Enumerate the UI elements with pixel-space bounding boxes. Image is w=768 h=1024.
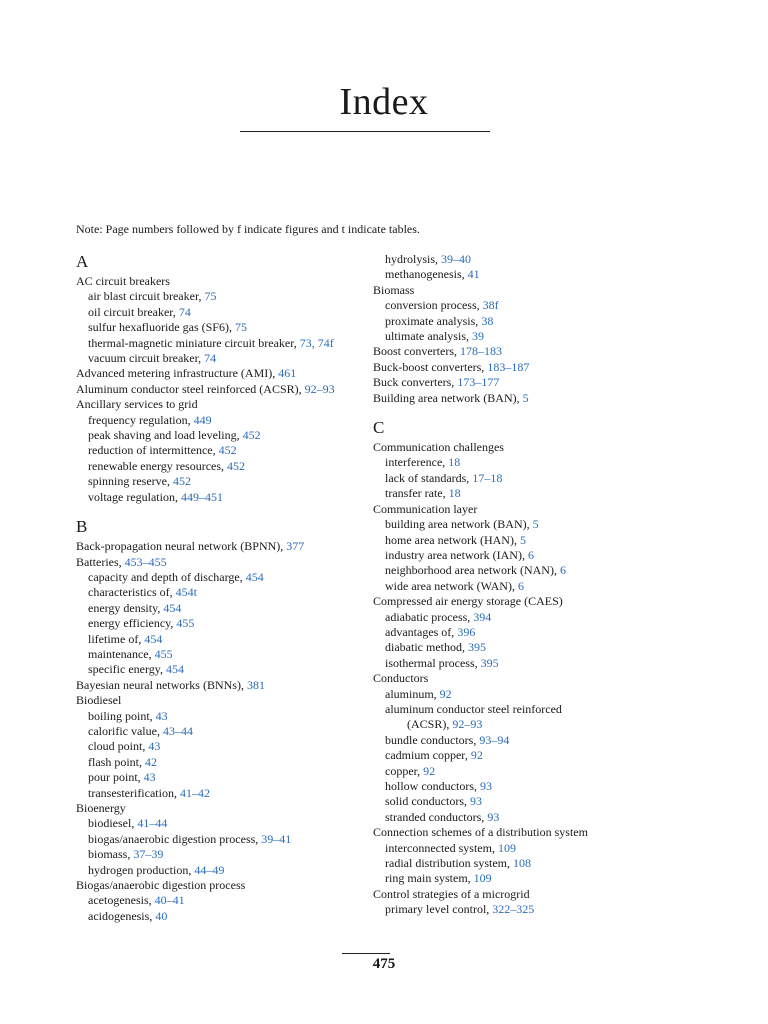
page-reference-link[interactable]: 40 [155,908,168,923]
index-term: Biodiesel [76,693,122,708]
index-entry [373,502,673,517]
index-term: isothermal process, [385,655,481,670]
index-note: Note: Page numbers followed by f indicate figures and t indicate tables. [76,222,420,236]
page-reference-link[interactable]: 452 [172,474,191,489]
page-reference-link[interactable]: 43 [148,739,161,754]
index-subentry [373,810,673,825]
page-reference-link[interactable]: 454 [165,662,184,677]
index-subentry [76,616,366,631]
page-reference-link[interactable]: 461 [278,366,297,381]
index-subentry [373,455,673,470]
page-reference-link[interactable]: 453–455 [124,554,167,569]
index-term: aluminum conductor steel reinforced [385,701,562,716]
index-subentry [76,755,366,770]
index-term: flash point, [88,754,145,769]
index-term: adiabatic process, [385,609,474,624]
page-reference-link[interactable]: 74 [178,304,191,319]
index-term: Buck converters, [373,375,458,390]
index-subentry [76,647,366,662]
index-subentry [76,847,366,862]
index-subentry [76,413,366,428]
index-term: Boost converters, [373,344,460,359]
index-subentry [373,871,673,886]
index-entry [76,693,366,708]
page-reference-link[interactable]: 108 [513,856,531,871]
index-subentry [76,909,366,924]
index-subentry [373,702,673,717]
index-term: Compressed air energy storage (CAES) [373,594,563,609]
index-entry [76,397,366,412]
page-reference-link[interactable]: 449 [193,412,212,427]
index-term: hydrogen production, [88,862,195,877]
index-term: cloud point, [88,739,149,754]
page-reference-link[interactable]: 41 [467,267,480,282]
index-term: Back-propagation neural network (BPNN), [76,539,287,554]
page-reference-link[interactable]: 381 [246,677,265,692]
index-term: Bioenergy [76,801,126,815]
index-term: industry area network (IAN), [385,547,528,562]
page-reference-link[interactable]: 41–44 [137,816,168,831]
page-reference-link[interactable]: 173–177 [457,375,500,390]
index-subentry [76,570,366,585]
index-term: biodiesel, [88,816,138,831]
page-reference-link[interactable]: 18 [448,455,461,470]
page-reference-link[interactable]: 93 [470,794,482,809]
index-term: copper, [385,763,424,778]
index-entry [76,539,366,554]
index-subentry [76,816,366,831]
index-subentry [373,314,673,329]
index-term: interference, [385,455,449,470]
index-term: acetogenesis, [88,893,155,908]
index-term: characteristics of, [88,585,176,600]
index-entry [76,878,366,893]
index-term: lack of standards, [385,470,473,485]
index-subentry [76,709,366,724]
index-term: Ancillary services to grid [76,397,198,412]
page-reference-link[interactable]: 39–41 [261,831,292,846]
index-term: biomass, [88,847,134,862]
index-entry [76,382,366,397]
page-reference-link[interactable]: 38 [481,313,494,328]
index-subentry [373,625,673,640]
index-subentry [76,832,366,847]
page-reference-link[interactable]: 452 [242,428,261,443]
page-reference-link[interactable]: 43 [143,770,156,785]
page-reference-link[interactable]: 454t [175,585,197,600]
page-reference-link[interactable]: 39 [471,329,484,344]
page-reference-link[interactable]: 5 [522,390,529,405]
index-term: calorific value, [88,723,163,738]
page-reference-link[interactable]: 75 [234,320,247,335]
index-column-left [76,252,366,924]
index-entry [373,887,673,902]
index-term: hydrolysis, [385,252,442,266]
index-term: advantages of, [385,624,458,639]
index-subentry [373,687,673,702]
index-term: voltage regulation, [88,489,181,504]
index-term: renewable energy resources, [88,458,228,473]
page-reference-link[interactable]: 92 [423,763,436,778]
page-reference-link[interactable]: 39–40 [441,252,472,266]
index-subentry [373,764,673,779]
index-term: reduction of intermittence, [88,443,219,458]
index-term: pour point, [88,770,144,785]
index-term: transfer rate, [385,486,449,501]
index-subentry [76,428,366,443]
index-term: Bayesian neural networks (BNNs), [76,677,247,692]
index-term: Aluminum conductor steel reinforced (ACSR), [76,381,305,396]
page-reference-link[interactable]: 449–451 [180,489,223,504]
page-reference-link[interactable]: 74 [204,351,217,366]
index-term: stranded conductors, [385,809,488,824]
index-term: specific energy, [88,662,166,677]
index-entry [373,594,673,609]
index-subentry [76,739,366,754]
index-term: AC circuit breakers [76,274,170,288]
page-reference-link[interactable]: 6 [517,578,524,593]
index-subentry [76,289,366,304]
index-subentry [76,443,366,458]
index-term: Building area network (BAN), [373,390,523,405]
page-reference-link[interactable]: 40–41 [154,893,185,908]
page-reference-link[interactable]: 183–187 [487,359,530,374]
index-term: ultimate analysis, [385,329,472,344]
page-reference-link[interactable]: 44–49 [194,862,225,877]
index-term: Batteries, [76,554,125,569]
page-reference-link[interactable]: 41–42 [179,785,210,800]
index-subentry [373,779,673,794]
index-term: Biogas/anaerobic digestion process [76,878,246,893]
page-reference-link[interactable]: 17–18 [472,470,503,485]
index-term: methanogenesis, [385,267,468,282]
page-reference-link[interactable]: 42 [145,754,157,769]
index-subentry [76,863,366,878]
index-entry [373,375,673,390]
index-subentry [373,856,673,871]
index-term: Communication layer [373,501,478,516]
page-reference-link[interactable]: 452 [227,458,246,473]
index-term: hollow conductors, [385,779,480,793]
index-term: air blast circuit breaker, [88,289,205,304]
page-reference-link[interactable]: 43 [155,708,168,723]
page-reference-link[interactable]: 6 [559,563,566,578]
index-subentry [76,305,366,320]
index-entry [373,391,673,406]
index-subentry [373,640,673,655]
index-term: oil circuit breaker, [88,304,179,319]
index-term: aluminum, [385,686,440,701]
index-section-letter: A [76,252,89,271]
page-reference-link[interactable]: 5 [532,517,539,532]
index-term: energy density, [88,600,164,615]
index-term: Buck-boost converters, [373,359,488,374]
index-subentry [373,252,673,267]
index-term: Conductors [373,671,429,686]
page-reference-link[interactable]: 92–93 [304,381,335,396]
index-subentry [373,794,673,809]
index-subentry [373,841,673,856]
index-term: capacity and depth of discharge, [88,569,246,584]
index-subentry [373,733,673,748]
index-subentry [76,474,366,489]
index-term: peak shaving and load leveling, [88,428,243,443]
page-reference-link[interactable]: 455 [176,616,195,631]
page-reference-link[interactable]: 109 [497,840,516,855]
page-reference-link[interactable]: 454 [245,569,264,584]
index-subentry [76,585,366,600]
index-subentry [373,298,673,313]
index-term: lifetime of, [88,631,145,646]
index-term: frequency regulation, [88,412,194,427]
index-subentry [373,717,673,732]
page-reference-link[interactable]: 395 [480,655,499,670]
page-reference-link[interactable]: 455 [154,646,173,661]
page-reference-link[interactable]: 109 [473,871,492,886]
page-reference-link[interactable]: 178–183 [459,344,502,359]
index-subentry [373,329,673,344]
index-term: transesterification, [88,785,180,800]
index-term: Advanced metering infrastructure (AMI), [76,366,279,381]
index-subentry [373,486,673,501]
page-reference-link[interactable]: 394 [473,609,492,624]
index-term: radial distribution system, [385,856,513,871]
index-subentry [373,748,673,763]
index-term: cadmium copper, [385,748,471,763]
index-term: sulfur hexafluoride gas (SF6), [88,320,235,335]
index-subentry [373,517,673,532]
index-section-letter: C [373,418,385,438]
page-reference-link[interactable]: 377 [286,539,305,554]
index-term: home area network (HAN), [385,532,520,547]
index-term: diabatic method, [385,640,468,655]
index-term: vacuum circuit breaker, [88,351,205,366]
index-column-right [373,252,673,918]
page-reference-link[interactable]: 73, 74f [299,335,334,350]
index-term: Control strategies of a microgrid [373,886,530,901]
page-number: 475 [372,956,396,972]
index-subentry [76,893,366,908]
index-subentry [76,724,366,739]
index-subentry [76,320,366,335]
index-term: primary level control, [385,902,493,917]
index-entry [76,555,366,570]
page-reference-link[interactable]: 93 [480,779,492,793]
index-term: (ACSR), [407,717,453,732]
index-entry [373,283,673,298]
index-term: thermal-magnetic miniature circuit breaker, [88,335,300,350]
page-reference-link[interactable]: 322–325 [492,902,535,917]
index-entry [373,360,673,375]
index-entry [373,671,673,686]
page-reference-link[interactable]: 395 [467,640,486,655]
index-entry [373,440,673,455]
index-subentry [373,471,673,486]
index-term: spinning reserve, [88,474,173,489]
index-subentry [76,459,366,474]
page-reference-link[interactable]: 92–93 [452,717,483,732]
index-term: energy efficiency, [88,616,177,631]
page-reference-link[interactable]: 75 [204,289,217,304]
index-subentry [373,267,673,282]
page-reference-link[interactable]: 37–39 [133,847,164,862]
index-term: maintenance, [88,646,155,661]
index-subentry [373,579,673,594]
index-term: Connection schemes of a distribution system [373,825,588,840]
index-entry [76,366,366,381]
index-term: building area network (BAN), [385,517,533,532]
index-subentry [373,656,673,671]
index-subentry [373,533,673,548]
index-subentry [76,632,366,647]
index-subentry [76,770,366,785]
index-entry [373,825,673,840]
index-term: ring main system, [385,871,474,886]
page-reference-link[interactable]: 18 [448,486,461,501]
page-reference-link[interactable]: 5 [519,532,526,547]
page-title: Index [339,81,429,123]
page-reference-link[interactable]: 93–94 [479,732,510,747]
page-reference-link[interactable]: 38f [482,298,499,313]
index-subentry [373,610,673,625]
index-entry [373,344,673,359]
index-term: interconnected system, [385,840,498,855]
index-subentry [373,563,673,578]
index-term: boiling point, [88,708,156,723]
index-term: conversion process, [385,298,483,313]
index-entry [76,678,366,693]
index-subentry [373,548,673,563]
page-reference-link[interactable]: 6 [527,547,534,562]
page-reference-link[interactable]: 93 [487,809,500,824]
index-term: proximate analysis, [385,313,482,328]
index-term: solid conductors, [385,794,470,809]
index-term: neighborhood area network (NAN), [385,563,560,578]
page-reference-link[interactable]: 452 [218,443,237,458]
index-subentry [76,351,366,366]
index-entry [76,274,366,289]
page-reference-link[interactable]: 396 [457,624,476,639]
index-subentry [76,490,366,505]
page-reference-link[interactable]: 454 [144,631,163,646]
index-term: Communication challenges [373,440,504,455]
index-section-letter: B [76,517,88,537]
page-reference-link[interactable]: 92 [470,748,483,763]
index-term: Biomass [373,282,415,297]
index-term: wide area network (WAN), [385,578,518,593]
index-subentry [76,601,366,616]
footer-divider [342,953,390,954]
index-term: biogas/anaerobic digestion process, [88,831,262,846]
page-reference-link[interactable]: 43–44 [162,723,193,738]
index-subentry [76,336,366,351]
page-reference-link[interactable]: 92 [439,686,452,701]
title-divider [240,131,490,132]
index-subentry [76,786,366,801]
index-term: acidogenesis, [88,908,156,923]
index-subentry [373,902,673,917]
index-entry [76,801,366,816]
page-reference-link[interactable]: 454 [163,600,182,615]
index-term: bundle conductors, [385,732,480,747]
index-subentry [76,662,366,677]
